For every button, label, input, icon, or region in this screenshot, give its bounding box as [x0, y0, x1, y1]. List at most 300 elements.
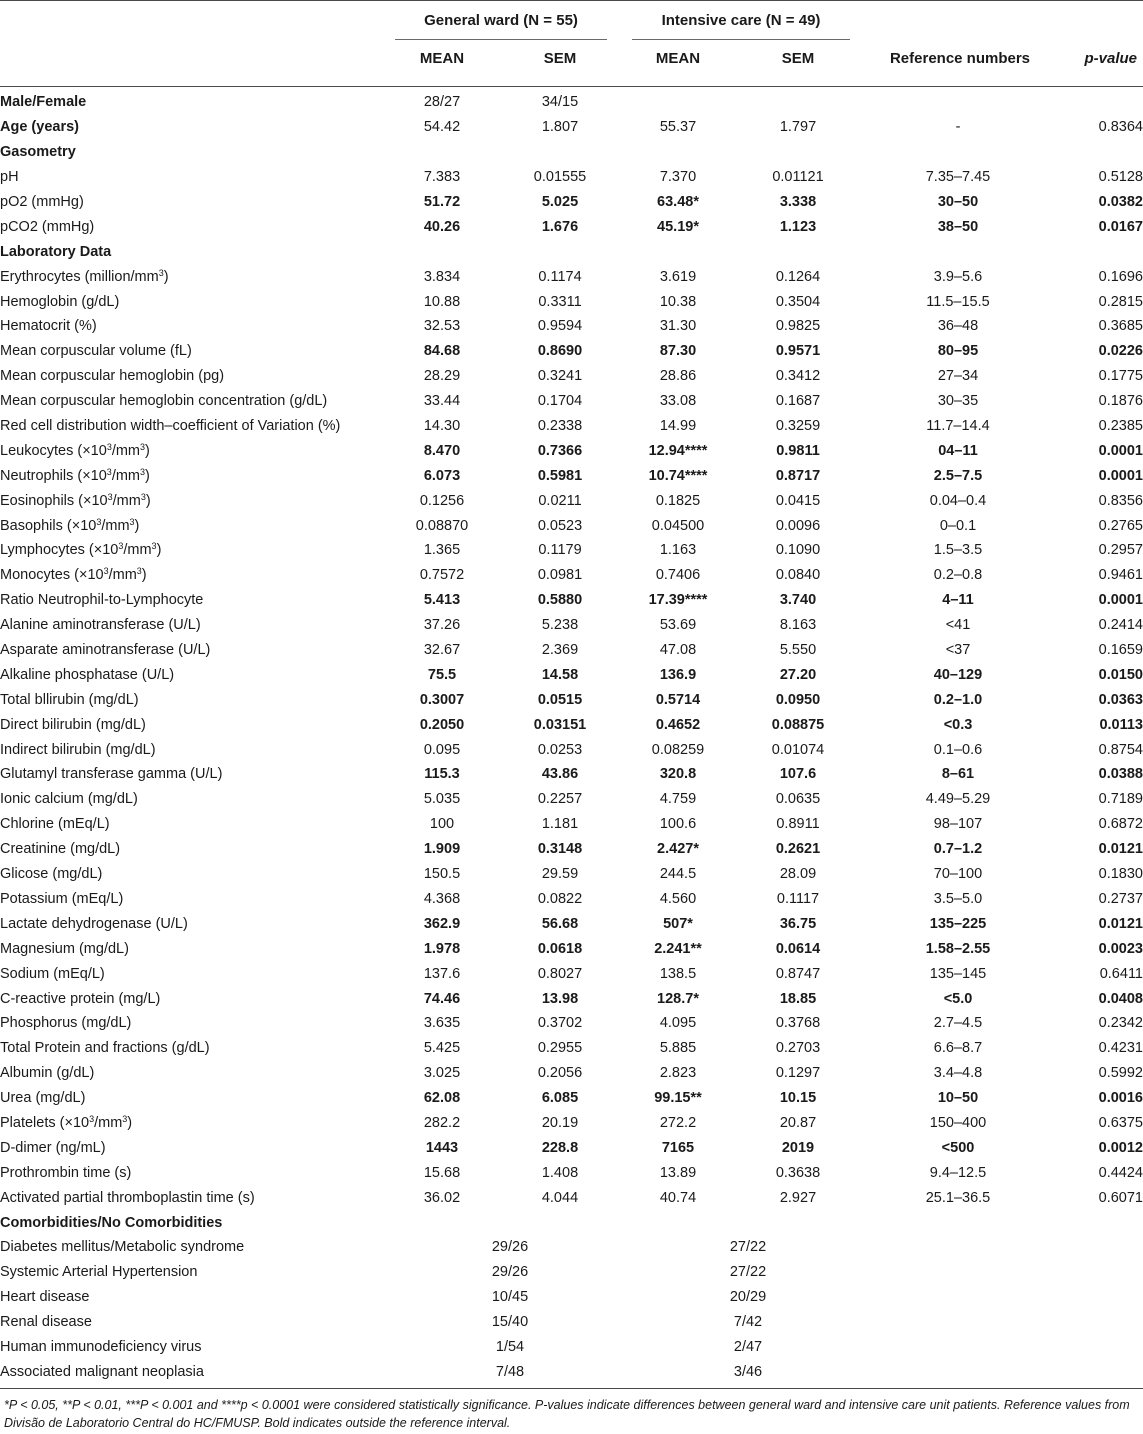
cell-reference: 40–129: [933, 666, 983, 683]
row-label: Diabetes mellitus/Metabolic syndrome: [0, 1239, 245, 1256]
row-label: [0, 115, 392, 140]
cell-sem-ward: 0.8690: [537, 343, 583, 360]
row-label: [0, 1185, 392, 1210]
cell-sem-icu: 0.3504: [775, 293, 821, 310]
row-label: [0, 936, 392, 961]
cell-mean-ward: 6.073: [423, 467, 461, 484]
cell-mean-icu: 0.7406: [655, 567, 701, 584]
cell-p-value: 0.0023: [1098, 940, 1143, 957]
cell-sem-icu: 10.15: [779, 1090, 817, 1107]
label-text: Alkaline phosphatase (U/L): [0, 666, 175, 683]
cell-mean-icu: 4.560: [659, 890, 697, 907]
cell-mean-ward: [392, 1210, 492, 1235]
cell-reference: 36–48: [937, 318, 979, 335]
cell-mean-ward: 5.413: [423, 592, 461, 609]
cell-mean-icu: 7.370: [659, 169, 697, 186]
label-superscript: 3: [106, 441, 112, 452]
cell-sem-ward: 0.9594: [537, 318, 583, 335]
cell-mean-ward: 4.368: [423, 890, 461, 907]
cell-mean-icu: 17.39****: [648, 592, 708, 609]
table-row: [0, 787, 1143, 812]
cell-sem-icu: 0.0096: [775, 517, 821, 534]
cell-reference: 25.1–36.5: [925, 1189, 991, 1206]
cell-mean-ward: 0.3007: [419, 691, 465, 708]
label-text: Glutamyl transferase gamma (U/L): [0, 766, 223, 783]
cell-sem-icu: [728, 1210, 868, 1235]
label-text: pO2 (mmHg): [0, 194, 84, 210]
cell-p-value: 0.3685: [1098, 318, 1143, 335]
label-text: Activated partial thromboplastin time (s): [0, 1189, 255, 1206]
table-row: [0, 538, 1143, 563]
cell-sem-icu: 0.0614: [775, 940, 821, 957]
cell-sem-ward: 5.025: [541, 194, 579, 210]
table-row: [0, 1036, 1143, 1061]
cell-intensive-care: 3/46: [733, 1363, 763, 1380]
cell-mean-icu: 138.5: [659, 965, 697, 982]
cell-p-value: 0.2737: [1098, 890, 1143, 907]
cell-mean-icu: 55.37: [659, 119, 697, 136]
cell-mean-icu: [628, 1210, 728, 1235]
cell-empty: [868, 1235, 1048, 1260]
cell-reference: [868, 1210, 1048, 1235]
table-row: [0, 936, 1143, 961]
label-text: Mean corpuscular volume (fL): [0, 343, 192, 360]
label-text: Albumin (g/dL): [0, 1065, 95, 1082]
cell-sem-ward: 6.085: [541, 1090, 579, 1107]
label-text: ): [127, 1114, 133, 1131]
label-text: Mean corpuscular hemoglobin (pg): [0, 368, 225, 385]
row-label: [0, 165, 392, 190]
table-row: [0, 638, 1143, 663]
row-label: [0, 214, 392, 239]
cell-mean-ward: 1.365: [423, 542, 461, 559]
row-label: [0, 190, 392, 215]
label-text: /mm: [111, 442, 141, 459]
cell-mean-ward: 15.68: [423, 1164, 461, 1181]
cell-reference: <37: [945, 642, 971, 659]
label-text: pCO2 (mmHg): [0, 218, 95, 235]
cell-sem-ward: 0.2955: [537, 1040, 583, 1057]
cell-mean-icu: 0.4652: [655, 716, 701, 733]
cell-sem-ward: 1.676: [541, 218, 579, 235]
row-label: [0, 389, 392, 414]
row-label: [0, 90, 392, 115]
cell-sem-ward: 0.0515: [537, 691, 583, 708]
label-text: Urea (mg/dL): [0, 1090, 86, 1107]
row-label: [0, 911, 392, 936]
cell-mean-ward: 74.46: [423, 990, 461, 1007]
cell-reference: 11.5–15.5: [926, 293, 990, 310]
label-text: ): [163, 268, 169, 285]
cell-mean-icu: 2.823: [659, 1065, 697, 1082]
cell-mean-ward: 32.67: [423, 642, 461, 659]
cell-p-value: 0.0388: [1098, 766, 1143, 783]
cell-sem-icu: 0.8717: [775, 467, 821, 484]
cell-p-value: 0.5992: [1098, 1065, 1143, 1082]
cell-mean-ward: 0.1256: [419, 492, 465, 509]
cell-mean-ward: 1.978: [423, 940, 461, 957]
label-text: Asparate aminotransferase (U/L): [0, 642, 211, 659]
cell-mean-icu: 2.241**: [654, 940, 702, 957]
label-text: /mm: [94, 1114, 123, 1131]
row-label: [0, 737, 392, 762]
cell-mean-ward: 40.26: [423, 218, 461, 235]
label-text: Basophils (×10: [0, 517, 97, 534]
cell-reference: 80–95: [937, 343, 979, 360]
row-label: [0, 712, 392, 737]
cell-empty: [1048, 1285, 1143, 1310]
row-label: [0, 986, 392, 1011]
cell-sem-ward: 228.8: [541, 1139, 579, 1156]
table-row: [0, 389, 1143, 414]
cell-sem-icu: 0.1117: [776, 890, 820, 907]
label-superscript: 3: [96, 516, 102, 527]
cell-reference: 4.49–5.29: [925, 791, 991, 808]
cell-sem-ward: 0.0523: [537, 517, 583, 534]
row-label: [0, 463, 392, 488]
cell-reference: 70–100: [933, 866, 983, 883]
label-text: Ionic calcium (mg/dL): [0, 791, 138, 808]
label-text: /mm: [101, 517, 130, 534]
cell-mean-ward: 0.7572: [419, 567, 465, 584]
row-label: [0, 563, 392, 588]
cell-reference: 2.7–4.5: [933, 1015, 983, 1032]
label-text: /mm: [112, 492, 141, 509]
cell-reference: 30–35: [937, 393, 979, 410]
cell-general-ward: 29/26: [491, 1264, 529, 1281]
cell-p-value: 0.0001: [1098, 467, 1143, 484]
cell-mean-icu: 13.89: [659, 1164, 697, 1181]
table-row: [0, 812, 1143, 837]
cell-p-value: 0.0016: [1098, 1090, 1143, 1107]
row-label: [0, 239, 392, 264]
cell-mean-icu: 272.2: [659, 1114, 697, 1131]
cell-sem-ward: 0.0618: [537, 940, 583, 957]
row-label: [0, 588, 392, 613]
top-rule: [0, 0, 1143, 1]
row-label: [0, 1160, 392, 1185]
row-label: [0, 314, 392, 339]
cell-mean-icu: [628, 90, 728, 115]
cell-mean-icu: 507*: [663, 915, 693, 932]
cell-mean-icu: 53.69: [659, 617, 697, 634]
cell-p-value: 0.4231: [1098, 1040, 1143, 1057]
cell-p-value: 0.6375: [1098, 1114, 1143, 1131]
cell-sem-icu: 0.01121: [772, 169, 824, 186]
col-header-mean-ward: MEAN: [419, 50, 465, 67]
cell-intensive-care: 20/29: [729, 1289, 767, 1306]
cell-sem-ward: 56.68: [541, 915, 579, 932]
table-row: [0, 414, 1143, 439]
row-label: [0, 264, 392, 289]
cell-mean-ward: 362.9: [423, 915, 461, 932]
label-text: Indirect bilirubin (mg/dL): [0, 741, 156, 758]
cell-reference: 0.1–0.6: [933, 741, 983, 758]
cell-p-value: 0.5128: [1098, 169, 1143, 186]
row-label: [0, 364, 392, 389]
cell-p-value: 0.6411: [1099, 965, 1143, 982]
label-text: Neutrophils (×10: [0, 467, 107, 484]
cell-sem-ward: 0.01555: [533, 169, 587, 186]
cell-intensive-care: 2/47: [733, 1338, 763, 1355]
cell-mean-icu: 5.885: [659, 1040, 697, 1057]
cell-mean-icu: 0.1825: [655, 492, 701, 509]
cell-reference: <500: [941, 1139, 975, 1156]
cell-sem-icu: 0.01074: [771, 741, 825, 758]
cell-intensive-care: 7/42: [733, 1314, 763, 1331]
cell-p-value: 0.1659: [1098, 642, 1143, 659]
row-label: [0, 613, 392, 638]
cell-sem-icu: 0.9811: [776, 442, 820, 459]
label-text: Hemoglobin (g/dL): [0, 293, 120, 310]
row-label: [0, 339, 392, 364]
row-label: [0, 1011, 392, 1036]
row-label: Human immunodeficiency virus: [0, 1338, 202, 1355]
cell-sem-icu: 0.9571: [775, 343, 821, 360]
table-row: [0, 563, 1143, 588]
group-rule-general-ward: [395, 39, 607, 40]
row-label: [0, 887, 392, 912]
cell-p-value: 0.0150: [1098, 666, 1143, 683]
cell-sem-ward: 4.044: [541, 1189, 579, 1206]
cell-reference: 27–34: [937, 368, 979, 385]
label-superscript: 3: [89, 1113, 95, 1124]
cell-mean-ward: 0.08870: [415, 517, 469, 534]
cell-sem-icu: 0.0950: [775, 691, 821, 708]
cell-sem-icu: 107.6: [779, 766, 817, 783]
cell-mean-ward: 3.025: [423, 1065, 461, 1082]
label-text: ): [145, 467, 150, 484]
table-row: [0, 214, 1143, 239]
cell-reference: 0.04–0.4: [929, 492, 987, 509]
row-label: [0, 812, 392, 837]
cell-reference: -: [955, 119, 961, 136]
cell-sem-icu: 20.87: [779, 1114, 817, 1131]
cell-mean-icu: 31.30: [659, 318, 697, 335]
row-label: [0, 862, 392, 887]
label-text: Ratio Neutrophil-to-Lymphocyte: [0, 592, 204, 609]
cell-p-value: 0.0001: [1098, 592, 1143, 609]
label-text: Mean corpuscular hemoglobin concentration (g/dL): [0, 393, 328, 410]
label-text: /mm: [111, 467, 140, 484]
cell-reference: 10–50: [937, 1090, 979, 1107]
comorbidity-row: [0, 1335, 1143, 1360]
label-superscript: 3: [140, 466, 146, 477]
cell-sem-icu: 3.338: [779, 194, 817, 210]
cell-mean-ward: 37.26: [423, 617, 461, 634]
label-text: pH: [0, 169, 19, 186]
cell-mean-icu: 63.48*: [657, 194, 699, 210]
row-label: [0, 538, 392, 563]
row-label: [0, 961, 392, 986]
row-label: [0, 837, 392, 862]
label-text: ): [145, 442, 150, 459]
table-row: [0, 90, 1143, 115]
cell-mean-icu: 244.5: [659, 866, 697, 883]
cell-reference: 04–11: [938, 442, 978, 459]
cell-mean-icu: 33.08: [659, 393, 697, 410]
table-row: [0, 364, 1143, 389]
cell-mean-icu: [628, 239, 728, 264]
cell-sem-icu: [728, 90, 868, 115]
cell-sem-ward: 0.2257: [537, 791, 583, 808]
cell-reference: 135–225: [929, 915, 987, 932]
table-row: [0, 1111, 1143, 1136]
label-text: C-reactive protein (mg/L): [0, 990, 161, 1007]
cell-reference: 135–145: [929, 965, 987, 982]
row-label: [0, 1111, 392, 1136]
cell-mean-ward: 1443: [425, 1139, 459, 1156]
cell-mean-ward: 3.635: [423, 1015, 461, 1032]
cell-sem-icu: 0.1687: [775, 393, 821, 410]
table-row: [0, 1185, 1143, 1210]
table-row: [0, 463, 1143, 488]
cell-sem-ward: 34/15: [541, 94, 579, 111]
cell-sem-icu: [728, 239, 868, 264]
cell-mean-icu: 7165: [661, 1139, 695, 1156]
cell-empty: [868, 1285, 1048, 1310]
cell-mean-icu: 47.08: [659, 642, 697, 659]
label-text: Chlorine (mEq/L): [0, 816, 110, 833]
cell-mean-icu: 0.5714: [655, 691, 701, 708]
cell-mean-icu: 4.095: [659, 1015, 697, 1032]
label-text: Monocytes (×10: [0, 567, 104, 584]
cell-sem-icu: 0.0415: [775, 492, 821, 509]
cell-mean-ward: 32.53: [423, 318, 461, 335]
comorbidity-row: [0, 1359, 1143, 1384]
cell-p-value: 0.2765: [1098, 517, 1143, 534]
cell-p-value: 0.2342: [1098, 1015, 1143, 1032]
label-text: Red cell distribution width–coefficient of Variation (%): [0, 418, 341, 435]
row-label: Heart disease: [0, 1289, 90, 1306]
table-row: [0, 264, 1143, 289]
cell-mean-icu: 87.30: [659, 343, 697, 360]
cell-p-value: 0.0121: [1098, 915, 1143, 932]
label-text: /mm: [108, 567, 137, 584]
group-title-intensive-care: Intensive care (N = 49): [661, 12, 821, 29]
header-rule: [0, 86, 1143, 87]
cell-mean-icu: 136.9: [659, 666, 697, 683]
table-row: [0, 438, 1143, 463]
label-text: Laboratory Data: [0, 243, 112, 260]
cell-mean-icu: 28.86: [659, 368, 697, 385]
table-row: [0, 140, 1143, 165]
cell-sem-icu: 5.550: [779, 642, 817, 659]
cell-general-ward: 29/26: [491, 1239, 529, 1256]
cell-reference: 1.58–2.55: [925, 940, 991, 957]
table-row: [0, 339, 1143, 364]
cell-sem-icu: 8.163: [779, 617, 817, 634]
cell-sem-ward: 2.369: [541, 642, 579, 659]
row-label: [0, 488, 392, 513]
row-label: [0, 513, 392, 538]
cell-mean-icu: 14.99: [659, 418, 697, 435]
cell-sem-icu: 0.3412: [775, 368, 821, 385]
label-superscript: 3: [107, 491, 113, 502]
cell-mean-icu: [628, 140, 728, 165]
cell-mean-ward: 10.88: [423, 293, 461, 310]
label-text: Lactate dehydrogenase (U/L): [0, 915, 188, 932]
label-text: ): [141, 567, 147, 584]
col-header-reference: Reference numbers: [889, 50, 1031, 67]
col-header-sem-ward: SEM: [543, 50, 577, 67]
label-text: Lymphocytes (×10: [0, 542, 119, 559]
cell-sem-icu: 0.3259: [775, 418, 821, 435]
cell-sem-ward: [492, 239, 628, 264]
label-text: Erythrocytes (million/mm: [0, 268, 159, 285]
cell-reference: [868, 90, 1048, 115]
row-label: [0, 414, 392, 439]
cell-p-value: [1048, 90, 1143, 115]
cell-empty: [1048, 1335, 1143, 1360]
row-label: [0, 787, 392, 812]
cell-p-value: [1048, 239, 1143, 264]
label-text: /mm: [123, 542, 152, 559]
cell-sem-ward: 14.58: [541, 666, 579, 683]
table-row: [0, 961, 1143, 986]
label-text: Direct bilirubin (mg/dL): [0, 716, 146, 733]
cell-sem-icu: 0.3768: [775, 1015, 821, 1032]
cell-reference: 2.5–7.5: [933, 467, 983, 484]
cell-mean-ward: 137.6: [423, 965, 461, 982]
table-row: [0, 862, 1143, 887]
cell-p-value: 0.0382: [1098, 194, 1143, 210]
cell-p-value: 0.1876: [1098, 393, 1143, 410]
cell-p-value: 0.1830: [1098, 866, 1143, 883]
cell-reference: 6.6–8.7: [933, 1040, 983, 1057]
table-row: [0, 762, 1143, 787]
cell-reference: 150–400: [929, 1114, 987, 1131]
label-text: ): [145, 492, 151, 509]
table-row: [0, 887, 1143, 912]
cell-mean-icu: 1.163: [659, 542, 697, 559]
cell-sem-icu: 0.1090: [775, 542, 821, 559]
row-label: [0, 1210, 392, 1235]
cell-p-value: 0.4424: [1098, 1164, 1143, 1181]
label-text: ): [134, 517, 140, 534]
cell-mean-ward: 54.42: [423, 119, 461, 136]
cell-p-value: 0.2957: [1098, 542, 1143, 559]
label-text: D-dimer (ng/mL): [0, 1139, 106, 1156]
cell-sem-ward: 0.1704: [537, 393, 583, 410]
cell-reference: 7.35–7.45: [925, 169, 991, 186]
cell-mean-icu: 320.8: [659, 766, 697, 783]
cell-general-ward: 7/48: [495, 1363, 525, 1380]
data-table: [0, 90, 1143, 1384]
table-row: [0, 588, 1143, 613]
cell-mean-icu: 0.04500: [651, 517, 705, 534]
row-label: [0, 687, 392, 712]
cell-mean-ward: 75.5: [427, 666, 457, 683]
cell-sem-icu: 36.75: [779, 915, 817, 932]
table-row: [0, 289, 1143, 314]
cell-p-value: 0.2414: [1098, 617, 1143, 634]
cell-p-value: [1048, 140, 1143, 165]
cell-sem-icu: 18.85: [779, 990, 817, 1007]
label-text: Platelets (×10: [0, 1114, 90, 1131]
label-superscript: 3: [118, 541, 124, 552]
label-text: Eosinophils (×10: [0, 492, 108, 509]
label-text: Prothrombin time (s): [0, 1164, 132, 1181]
cell-mean-icu: 3.619: [659, 268, 697, 285]
cell-mean-icu: 45.19*: [657, 218, 699, 235]
cell-sem-ward: 43.86: [541, 766, 579, 783]
table-row: [0, 115, 1143, 140]
col-header-sem-icu: SEM: [781, 50, 815, 67]
cell-p-value: 0.0001: [1098, 442, 1143, 459]
cell-p-value: 0.8754: [1098, 741, 1143, 758]
row-label: [0, 1036, 392, 1061]
